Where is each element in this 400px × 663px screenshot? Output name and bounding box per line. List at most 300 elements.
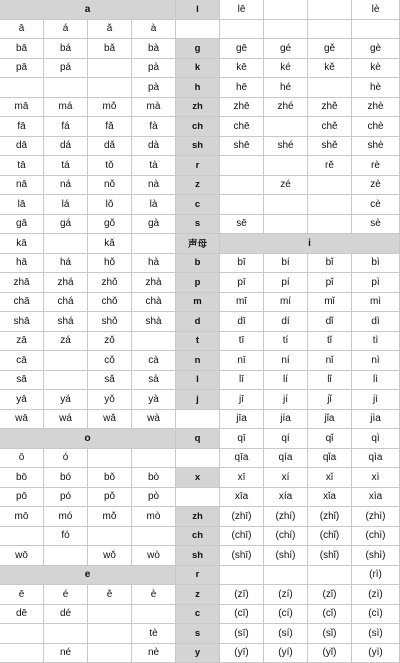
right-cell: zè <box>352 176 400 196</box>
left-cell: gà <box>132 215 176 235</box>
left-cell: bá <box>44 39 88 59</box>
left-cell <box>132 527 176 547</box>
left-cell <box>132 449 176 469</box>
initial-cell: s <box>176 215 220 235</box>
right-cell: (cí) <box>264 605 308 625</box>
left-cell: pǒ <box>88 488 132 508</box>
left-cell: hǒ <box>88 254 132 274</box>
right-cell: zhē <box>220 98 264 118</box>
left-cell: wǎ <box>88 410 132 430</box>
right-cell <box>264 195 308 215</box>
right-cell: lí <box>264 371 308 391</box>
right-cell: (chì) <box>352 527 400 547</box>
left-cell: dǎ <box>88 137 132 157</box>
right-cell: (chǐ) <box>308 527 352 547</box>
initial-cell: n <box>176 351 220 371</box>
right-cell: ké <box>264 59 308 79</box>
right-cell: (shī) <box>220 546 264 566</box>
right-cell: tǐ <box>308 332 352 352</box>
table-row <box>0 332 400 352</box>
right-cell: gē <box>220 39 264 59</box>
right-cell: (zì) <box>352 585 400 605</box>
left-cell: dā <box>0 137 44 157</box>
right-cell: (sí) <box>264 624 308 644</box>
right-cell: hè <box>352 78 400 98</box>
left-cell: zhá <box>44 273 88 293</box>
right-cell: qīa <box>220 449 264 469</box>
right-cell: (cī) <box>220 605 264 625</box>
left-cell: bǒ <box>88 468 132 488</box>
right-cell: mì <box>352 293 400 313</box>
left-cell <box>132 234 176 254</box>
right-cell: mī <box>220 293 264 313</box>
right-cell: (zhǐ) <box>308 507 352 527</box>
right-cell: pí <box>264 273 308 293</box>
left-cell: nǒ <box>88 176 132 196</box>
left-cell: mà <box>132 98 176 118</box>
right-cell: (sì) <box>352 624 400 644</box>
left-cell: fà <box>132 117 176 137</box>
section-header: o <box>0 429 176 449</box>
table-row <box>0 585 400 605</box>
left-cell: yā <box>0 390 44 410</box>
initial-cell: ch <box>176 117 220 137</box>
right-cell: xīa <box>220 488 264 508</box>
left-cell: shā <box>0 312 44 332</box>
left-cell: nā <box>0 176 44 196</box>
right-cell: shé <box>264 137 308 157</box>
right-cell: (cǐ) <box>308 605 352 625</box>
right-cell: qǐ <box>308 429 352 449</box>
left-cell: bó <box>44 468 88 488</box>
left-cell: pò <box>132 488 176 508</box>
left-cell <box>88 605 132 625</box>
left-cell: sà <box>132 371 176 391</box>
right-cell: ní <box>264 351 308 371</box>
table-row <box>0 98 400 118</box>
left-cell: dá <box>44 137 88 157</box>
left-cell: zhā <box>0 273 44 293</box>
right-cell: xìa <box>352 488 400 508</box>
right-cell: (rì) <box>352 566 400 586</box>
left-cell: shà <box>132 312 176 332</box>
right-cell <box>264 20 308 40</box>
left-cell: wà <box>132 410 176 430</box>
left-cell: tǒ <box>88 156 132 176</box>
initial-cell: c <box>176 605 220 625</box>
right-cell <box>352 20 400 40</box>
initial-cell: sh <box>176 137 220 157</box>
right-cell: gě <box>308 39 352 59</box>
left-cell: gā <box>0 215 44 235</box>
right-cell: (zhí) <box>264 507 308 527</box>
right-cell: tí <box>264 332 308 352</box>
left-cell: dà <box>132 137 176 157</box>
right-cell <box>308 20 352 40</box>
right-cell: hē <box>220 78 264 98</box>
table-row <box>0 488 400 508</box>
right-cell: kè <box>352 59 400 79</box>
left-cell <box>44 624 88 644</box>
left-cell: sǎ <box>88 371 132 391</box>
table-row <box>0 546 400 566</box>
initial-cell <box>176 410 220 430</box>
left-cell: mā <box>0 98 44 118</box>
table-row <box>0 644 400 663</box>
table-row <box>0 137 400 157</box>
right-cell <box>308 78 352 98</box>
left-cell: ná <box>44 176 88 196</box>
left-cell: tā <box>0 156 44 176</box>
right-cell: chē <box>220 117 264 137</box>
initial-cell: m <box>176 293 220 313</box>
right-cell <box>308 215 352 235</box>
left-cell: gǒ <box>88 215 132 235</box>
left-cell <box>44 546 88 566</box>
table-row <box>0 39 400 59</box>
left-cell <box>132 605 176 625</box>
initial-cell <box>176 488 220 508</box>
right-cell: rě <box>308 156 352 176</box>
right-cell <box>264 117 308 137</box>
right-cell: jí <box>264 390 308 410</box>
right-cell: rè <box>352 156 400 176</box>
left-cell <box>0 78 44 98</box>
right-cell: shē <box>220 137 264 157</box>
right-cell: qía <box>264 449 308 469</box>
left-cell: tè <box>132 624 176 644</box>
section-header: i <box>220 234 400 254</box>
initial-cell: zh <box>176 98 220 118</box>
right-cell: lè <box>352 0 400 20</box>
left-cell: chā <box>0 293 44 313</box>
initial-cell: z <box>176 585 220 605</box>
right-cell: (zī) <box>220 585 264 605</box>
left-cell: wō <box>0 546 44 566</box>
right-cell: (zǐ) <box>308 585 352 605</box>
left-cell: pó <box>44 488 88 508</box>
right-cell: (zhī) <box>220 507 264 527</box>
left-cell <box>44 234 88 254</box>
right-cell <box>264 156 308 176</box>
initial-cell: x <box>176 468 220 488</box>
right-cell: xì <box>352 468 400 488</box>
right-cell: shè <box>352 137 400 157</box>
right-cell: chè <box>352 117 400 137</box>
section-header: a <box>0 0 176 20</box>
left-cell: bǎ <box>88 39 132 59</box>
left-cell: ě <box>88 585 132 605</box>
left-cell <box>44 351 88 371</box>
right-cell: zhě <box>308 98 352 118</box>
right-cell: shě <box>308 137 352 157</box>
left-cell: pà <box>132 59 176 79</box>
initial-cell: z <box>176 176 220 196</box>
right-cell: xí <box>264 468 308 488</box>
left-cell <box>0 527 44 547</box>
initial-cell: p <box>176 273 220 293</box>
right-cell: xǐa <box>308 488 352 508</box>
right-cell: (shǐ) <box>308 546 352 566</box>
left-cell: shá <box>44 312 88 332</box>
right-cell: nǐ <box>308 351 352 371</box>
initial-cell: r <box>176 156 220 176</box>
left-cell: zá <box>44 332 88 352</box>
initial-cell: h <box>176 78 220 98</box>
left-cell: á <box>44 20 88 40</box>
table-row <box>0 312 400 332</box>
left-cell: má <box>44 98 88 118</box>
initial-cell: l <box>176 371 220 391</box>
right-cell <box>264 0 308 20</box>
left-cell: ā <box>0 20 44 40</box>
left-cell: ō <box>0 449 44 469</box>
left-cell: ē <box>0 585 44 605</box>
left-cell: hà <box>132 254 176 274</box>
left-cell: cǒ <box>88 351 132 371</box>
left-cell: nà <box>132 176 176 196</box>
left-cell: wá <box>44 410 88 430</box>
left-cell: há <box>44 254 88 274</box>
left-cell: à <box>132 20 176 40</box>
right-cell: qí <box>264 429 308 449</box>
right-cell: jǐ <box>308 390 352 410</box>
table-row <box>0 527 400 547</box>
left-cell: cā <box>0 351 44 371</box>
left-cell: pō <box>0 488 44 508</box>
initial-cell: k <box>176 59 220 79</box>
right-cell: nī <box>220 351 264 371</box>
right-cell: (sǐ) <box>308 624 352 644</box>
left-cell: tá <box>44 156 88 176</box>
table-row <box>0 195 400 215</box>
right-cell: dǐ <box>308 312 352 332</box>
right-cell: chě <box>308 117 352 137</box>
left-cell: mō <box>0 507 44 527</box>
right-cell: dì <box>352 312 400 332</box>
right-cell: bí <box>264 254 308 274</box>
table-row <box>0 0 400 20</box>
left-cell: fā <box>0 117 44 137</box>
left-cell: pà <box>132 78 176 98</box>
table-row <box>0 156 400 176</box>
left-cell: dē <box>0 605 44 625</box>
initial-cell <box>176 449 220 469</box>
left-cell: gá <box>44 215 88 235</box>
left-cell: chá <box>44 293 88 313</box>
left-cell: wò <box>132 546 176 566</box>
right-cell: jǐa <box>308 410 352 430</box>
left-cell: chǒ <box>88 293 132 313</box>
right-cell <box>220 195 264 215</box>
initial-cell <box>176 20 220 40</box>
right-cell: gé <box>264 39 308 59</box>
right-cell: xía <box>264 488 308 508</box>
table-row <box>0 371 400 391</box>
table-row <box>0 605 400 625</box>
initial-cell: g <box>176 39 220 59</box>
right-cell: kě <box>308 59 352 79</box>
left-cell: mǒ <box>88 507 132 527</box>
left-cell: yǒ <box>88 390 132 410</box>
left-cell <box>0 644 44 663</box>
section-header: e <box>0 566 176 586</box>
left-cell: lǒ <box>88 195 132 215</box>
left-cell: né <box>44 644 88 663</box>
left-cell: yà <box>132 390 176 410</box>
right-cell: nì <box>352 351 400 371</box>
left-cell <box>88 644 132 663</box>
left-cell: dé <box>44 605 88 625</box>
left-cell: mò <box>132 507 176 527</box>
left-cell: é <box>44 585 88 605</box>
right-cell <box>220 176 264 196</box>
initial-cell: j <box>176 390 220 410</box>
right-cell: (yí) <box>264 644 308 663</box>
initial-cell: r <box>176 566 220 586</box>
right-cell: (chī) <box>220 527 264 547</box>
left-cell: ó <box>44 449 88 469</box>
right-cell: (yì) <box>352 644 400 663</box>
right-cell: mǐ <box>308 293 352 313</box>
left-cell: wǒ <box>88 546 132 566</box>
right-cell: zhé <box>264 98 308 118</box>
right-cell <box>220 20 264 40</box>
right-cell: qī <box>220 429 264 449</box>
right-cell: sē <box>220 215 264 235</box>
initial-cell: c <box>176 195 220 215</box>
right-cell: tī <box>220 332 264 352</box>
left-cell: bō <box>0 468 44 488</box>
right-cell: pì <box>352 273 400 293</box>
table-row <box>0 351 400 371</box>
left-cell: tà <box>132 156 176 176</box>
right-cell: lī <box>220 371 264 391</box>
right-cell: bī <box>220 254 264 274</box>
left-cell: fǎ <box>88 117 132 137</box>
table-row <box>0 624 400 644</box>
left-cell: ǎ <box>88 20 132 40</box>
left-cell <box>88 624 132 644</box>
left-cell: zǒ <box>88 332 132 352</box>
initial-cell: y <box>176 644 220 663</box>
right-cell: jī <box>220 390 264 410</box>
right-cell: bǐ <box>308 254 352 274</box>
left-cell: lá <box>44 195 88 215</box>
left-cell: pā <box>0 59 44 79</box>
right-cell <box>308 566 352 586</box>
table-row <box>0 429 400 449</box>
left-cell: bò <box>132 468 176 488</box>
right-cell: (yǐ) <box>308 644 352 663</box>
left-cell: zhà <box>132 273 176 293</box>
left-cell <box>132 332 176 352</box>
right-cell: (chí) <box>264 527 308 547</box>
right-cell <box>264 566 308 586</box>
right-cell: pǐ <box>308 273 352 293</box>
left-cell: chà <box>132 293 176 313</box>
right-cell: lē <box>220 0 264 20</box>
left-cell: lā <box>0 195 44 215</box>
table-row <box>0 20 400 40</box>
left-cell <box>0 624 44 644</box>
table-row <box>0 390 400 410</box>
left-cell: fá <box>44 117 88 137</box>
initial-cell: 声母 <box>176 234 220 254</box>
table-row <box>0 293 400 313</box>
right-cell <box>220 156 264 176</box>
right-cell: qìa <box>352 449 400 469</box>
table-row <box>0 215 400 235</box>
right-cell <box>308 176 352 196</box>
right-cell: qì <box>352 429 400 449</box>
right-cell: zé <box>264 176 308 196</box>
table-row <box>0 566 400 586</box>
right-cell: (zhì) <box>352 507 400 527</box>
right-cell: (sī) <box>220 624 264 644</box>
table-row <box>0 410 400 430</box>
right-cell: dí <box>264 312 308 332</box>
left-cell: zhǒ <box>88 273 132 293</box>
right-cell: qǐa <box>308 449 352 469</box>
left-cell: fó <box>44 527 88 547</box>
initial-cell: s <box>176 624 220 644</box>
right-cell: mí <box>264 293 308 313</box>
right-cell: zhè <box>352 98 400 118</box>
right-cell: (shì) <box>352 546 400 566</box>
right-cell <box>308 0 352 20</box>
initial-cell: t <box>176 332 220 352</box>
left-cell: sā <box>0 371 44 391</box>
left-cell <box>44 78 88 98</box>
left-cell: mó <box>44 507 88 527</box>
right-cell: hé <box>264 78 308 98</box>
table-row <box>0 176 400 196</box>
left-cell: kǎ <box>88 234 132 254</box>
left-cell: kā <box>0 234 44 254</box>
table-row <box>0 507 400 527</box>
right-cell: cè <box>352 195 400 215</box>
right-cell: lǐ <box>308 371 352 391</box>
table-row <box>0 254 400 274</box>
right-cell: jīa <box>220 410 264 430</box>
table-row <box>0 468 400 488</box>
table-row <box>0 234 400 254</box>
initial-cell: q <box>176 429 220 449</box>
left-cell: cà <box>132 351 176 371</box>
left-cell: wā <box>0 410 44 430</box>
left-cell <box>88 59 132 79</box>
left-cell <box>88 449 132 469</box>
right-cell: xǐ <box>308 468 352 488</box>
left-cell: bā <box>0 39 44 59</box>
right-cell: (zí) <box>264 585 308 605</box>
right-cell: kē <box>220 59 264 79</box>
table-row <box>0 78 400 98</box>
left-cell: hā <box>0 254 44 274</box>
left-cell <box>88 527 132 547</box>
right-cell: gè <box>352 39 400 59</box>
right-cell <box>220 566 264 586</box>
right-cell: (cì) <box>352 605 400 625</box>
table-row <box>0 117 400 137</box>
right-cell: pī <box>220 273 264 293</box>
left-cell: nè <box>132 644 176 663</box>
right-cell: bì <box>352 254 400 274</box>
right-cell: sè <box>352 215 400 235</box>
initial-cell: l <box>176 0 220 20</box>
right-cell: (shí) <box>264 546 308 566</box>
